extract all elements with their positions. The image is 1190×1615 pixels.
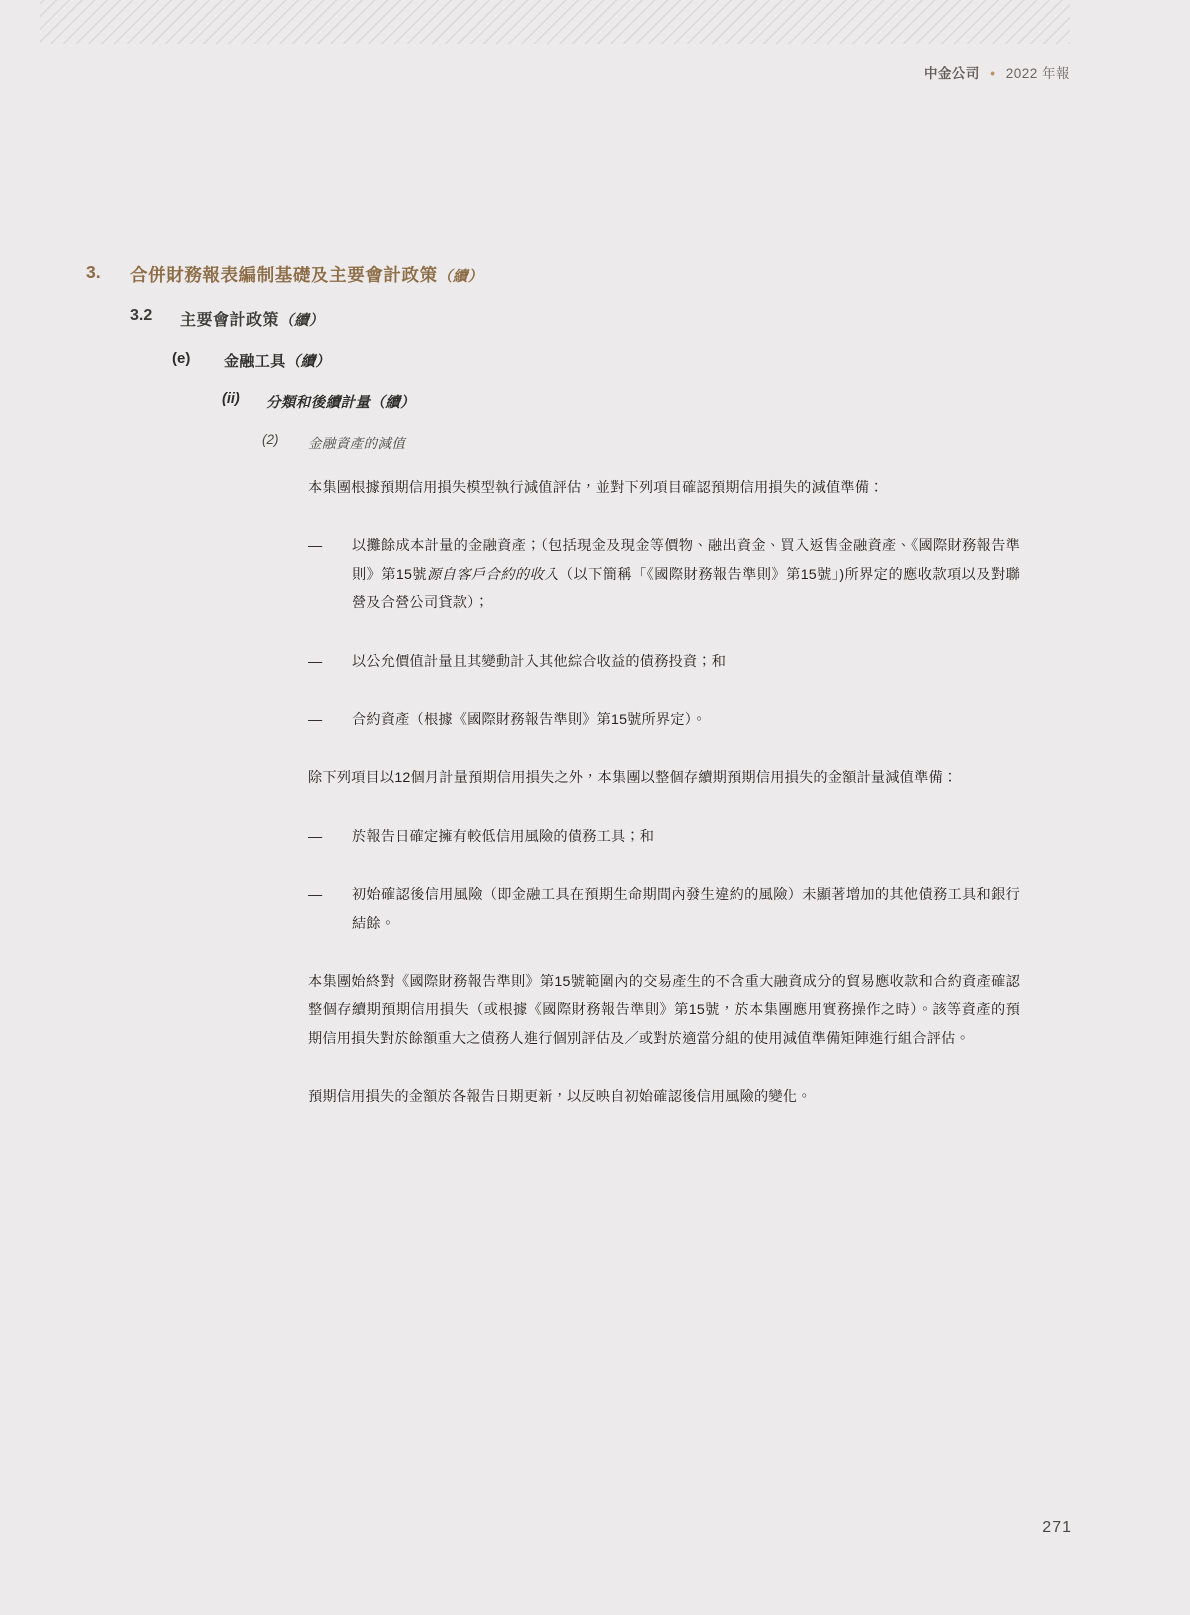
- list-item: [308, 532, 1020, 617]
- list-item-text-part-1: 以攤餘成本計量的金融資產；（包括現金及現金等價物、融出資金、買入返售金融資產、《國際財務報告準則》第15號: [352, 538, 1020, 583]
- page-content: [0, 262, 1190, 1142]
- list-item: [308, 823, 1020, 851]
- list-item-text: 以公允價值計量且其變動計入其他綜合收益的債務投資；和: [352, 653, 727, 670]
- heading-2-number: 3.2: [130, 307, 153, 324]
- heading-3-title-wrap: [224, 350, 330, 371]
- heading-2-continued: （續）: [279, 313, 325, 329]
- heading-3-title: 金融工具: [224, 353, 286, 370]
- dash-marker: —: [308, 712, 323, 729]
- list-item-text: 初始確認後信用風險（即金融工具在預期生命期間內發生違約的風險）未顯著增加的其他債務工具和銀行結餘。: [352, 887, 1020, 932]
- header-company: 中金公司: [923, 66, 980, 81]
- heading-level-4: [222, 391, 1190, 412]
- list-item: [308, 706, 1020, 734]
- heading-4-number: (ii): [222, 391, 240, 407]
- heading-1-title-wrap: [130, 262, 483, 287]
- list-item: [308, 648, 1020, 676]
- dash-marker: —: [308, 538, 323, 555]
- body-text-block: [308, 474, 1020, 1112]
- list-item-text-italic: 源自客戶合約的收入: [427, 566, 559, 583]
- decorative-hatch-band: [40, 0, 1070, 44]
- heading-4-title-wrap: [266, 391, 415, 412]
- dash-marker: —: [308, 828, 323, 845]
- heading-4-title: 分類和後續計量: [266, 395, 371, 411]
- dash-marker: —: [308, 887, 323, 904]
- heading-1-continued: （續）: [437, 269, 484, 285]
- heading-5-title: 金融資產的減值: [308, 436, 406, 451]
- heading-1-title: 合併財務報表編制基礎及主要會計政策: [130, 265, 438, 285]
- paragraph-ecl-update: 預期信用損失的金額於各報告日期更新，以反映自初始確認後信用風險的變化。: [308, 1089, 812, 1106]
- heading-level-2: [130, 307, 1190, 330]
- page-header: [924, 62, 1070, 82]
- heading-2-title: 主要會計政策: [180, 312, 280, 329]
- list-item-text: 於報告日確定擁有較低信用風險的債務工具；和: [352, 828, 655, 845]
- heading-5-number: (2): [262, 432, 279, 447]
- list-item-text: 合約資產（根據《國際財務報告準則》第15號所界定）。: [352, 712, 707, 729]
- heading-3-number: (e): [172, 350, 191, 367]
- heading-level-5: [262, 432, 1190, 452]
- heading-level-3: [172, 350, 1190, 371]
- heading-level-1: [86, 262, 1190, 287]
- dash-marker: —: [308, 653, 323, 670]
- list-item-text-part-2: （以下簡稱「《國際財務報告準則》第15號」)所界定的應收款項以及對聯營及合營公司貸款）；: [352, 566, 1021, 612]
- paragraph-twelve-month: 除下列項目以12個月計量預期信用損失之外，本集團以整個存續期預期信用損失的金額計量減值準備：: [308, 770, 958, 787]
- heading-4-continued: （續）: [370, 395, 416, 411]
- list-item: [308, 881, 1020, 938]
- paragraph-trade-receivables: 本集團始終對《國際財務報告準則》第15號範圍內的交易產生的不含重大融資成分的貿易應收款和合約資產確認整個存續期預期信用損失（或根據《國際財務報告準則》第15號，於本集團應用實務操作之時）。該等資產的預期信用損失對於餘額重大之債務人進行個別評估及／或對於適當分組的使用減值準備矩陣進行組合評估。: [308, 974, 1020, 1047]
- header-separator-dot: •: [990, 66, 996, 81]
- heading-1-number: 3.: [86, 262, 101, 282]
- header-report-year: 2022 年報: [1005, 66, 1070, 81]
- list-item-text: [352, 532, 1020, 617]
- page-number: 271: [1042, 1519, 1072, 1536]
- heading-2-title-wrap: [180, 307, 324, 330]
- paragraph-intro: 本集團根據預期信用損失模型執行減值評估，並對下列項目確認預期信用損失的減值準備：: [308, 480, 884, 496]
- heading-3-continued: （續）: [285, 354, 331, 370]
